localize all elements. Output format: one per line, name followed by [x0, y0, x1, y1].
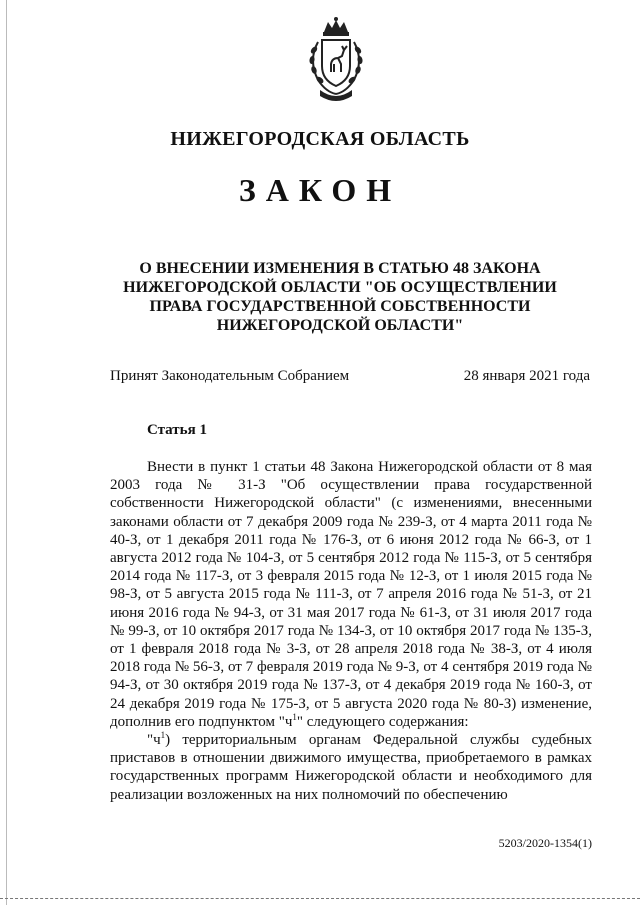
paragraph-2-start: "ч: [147, 732, 161, 749]
article-body: [110, 458, 592, 804]
article-paragraph-1: [110, 458, 592, 731]
document-number: 5203/2020-1354(1): [498, 836, 592, 850]
law-title: О ВНЕСЕНИИ ИЗМЕНЕНИЯ В СТАТЬЮ 48 ЗАКОНА НИЖЕГОРОДСКОЙ ОБЛАСТИ "ОБ ОСУЩЕСТВЛЕНИИ ПРАВА ГОСУДАРСТВЕННОЙ СОБСТВЕННОСТИ НИЖЕГОРОДСКОЙ ОБЛАСТИ": [123, 260, 557, 334]
coat-of-arms-icon: [298, 16, 374, 104]
article-heading: Статья 1: [147, 422, 207, 438]
adoption-line: [110, 368, 590, 385]
paragraph-1-end: " следующего содержания:: [296, 713, 469, 730]
paragraph-1-text: Внести в пункт 1 статьи 48 Закона Нижегородской области от 8 мая 2003 года № 31-З "Об осуществлении права государственной собственности Нижегородской области" (с изменениями, внесенными законами области от 7 декабря 2009 года № 239-З, от 4 марта 2011 года № 40-З, от 1 декабря 2011 года № 176-З, от 6 июня 2012 года № 66-З, от 1 августа 2012 года № 104-З, от 5 сентября 2012 года № 115-З, от 5 сентября 2014 года № 117-З, от 3 февраля 2015 года № 12-З, от 1 июля 2015 года № 98-З, от 5 августа 2015 года № 111-З, от 7 апреля 2016 года № 51-З, от 21 июня 2016 года № 94-З, от 31 мая 2017 года № 61-З, от 31 июля 2017 года № 99-З, от 10 октября 2017 года № 134-З, от 10 октября 2017 года № 135-З, от 1 февраля 2018 года № 3-З, от 28 апреля 2018 года № 38-З, от 4 июля 2018 года № 56-З, от 7 февраля 2019 года № 9-З, от 4 сентября 2019 года № 94-З, от 30 октября 2019 года № 137-З, от 4 декабря 2019 года № 160-З, от 24 декабря 2019 года № 175-З, от 5 августа 2020 года № 80-З) изменение, дополнив его подпунктом "ч: [110, 459, 592, 730]
paragraph-1-superscript: 1: [292, 711, 297, 722]
adopted-by: Принят Законодательным Собранием: [110, 368, 350, 384]
article-paragraph-2: [110, 731, 592, 804]
paragraph-2-text: ) территориальным органам Федеральной службы судебных приставов в отношении движимого имущества, приобретаемого в рамках государственных программ Нижегородской области и необходимого для реализации возложенных на них полномочий по обеспечению: [110, 732, 592, 803]
document-type: ЗАКОН: [238, 172, 402, 208]
scan-bottom-line: [0, 898, 640, 899]
region-name: НИЖЕГОРОДСКАЯ ОБЛАСТЬ: [170, 128, 470, 150]
paragraph-2-superscript: 1: [160, 730, 166, 741]
adoption-date: 28 января 2021 года: [463, 368, 590, 384]
